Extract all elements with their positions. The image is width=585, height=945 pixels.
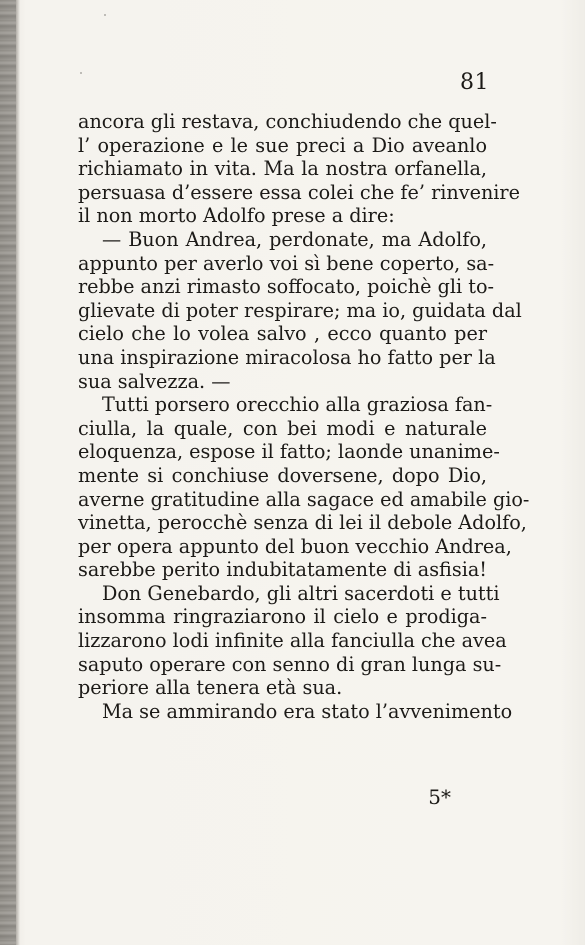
text-line: una inspirazione miracolosa ho fatto per la — [78, 345, 496, 369]
text-line: persuasa d’essere essa colei che fe’ rinvenire — [78, 180, 520, 204]
text-line: l’ operazione e le sue preci a Dio aveanlo — [78, 133, 487, 157]
page-number: 81 — [460, 70, 489, 95]
binding-shadow — [16, 0, 20, 945]
signature-mark: 5* — [428, 785, 451, 809]
text-line: eloquenza, espose il fatto; laonde unanime- — [78, 440, 500, 464]
text-line: il non morto Adolfo prese a dire: — [78, 204, 395, 228]
text-line: glievate di poter respirare; ma io, guidata dal — [78, 298, 522, 322]
text-line: per opera appunto del buon vecchio Andrea, — [78, 534, 512, 558]
text-line: lizzarono lodi infinite alla fanciulla che avea — [78, 629, 507, 653]
paper-speck — [80, 72, 82, 74]
text-line: cielo che lo volea salvo , ecco quanto per — [78, 322, 487, 346]
paper-speck — [104, 14, 106, 16]
text-line: mente si conchiuse doversene, dopo Dio, — [78, 463, 487, 487]
text-line: Ma se ammirando era stato l’avvenimento — [102, 699, 513, 723]
text-line: averne gratitudine alla sagace ed amabile gio- — [78, 487, 530, 511]
text-line: richiamato in vita. Ma la nostra orfanella, — [78, 157, 487, 181]
text-line: ciulla, la quale, con bei modi e naturale — [78, 416, 487, 440]
text-line: periore alla tenera età sua. — [78, 676, 343, 700]
text-line: ancora gli restava, conchiudendo che quel- — [78, 110, 497, 133]
text-line: Don Genebardo, gli altri sacerdoti e tutti — [102, 581, 500, 605]
text-line: insomma ringraziarono il cielo e prodiga- — [78, 605, 487, 629]
book-binding — [0, 0, 16, 945]
text-line: sarebbe perito indubitatamente di asfisia! — [78, 558, 487, 582]
text-line: appunto per averlo voi sì bene coperto, sa- — [78, 251, 495, 275]
text-line: saputo operare con senno di gran lunga su- — [78, 652, 502, 676]
text-line: Tutti porsero orecchio alla graziosa fan- — [102, 393, 493, 417]
text-line: vinetta, perocchè senza di lei il debole Adolfo, — [78, 511, 527, 535]
text-line: sua salvezza. — — [78, 369, 231, 393]
text-line: rebbe anzi rimasto soffocato, poichè gli to- — [78, 275, 494, 299]
text-line: — Buon Andrea, perdonate, ma Adolfo, — [102, 227, 487, 251]
body-text — [78, 110, 530, 723]
